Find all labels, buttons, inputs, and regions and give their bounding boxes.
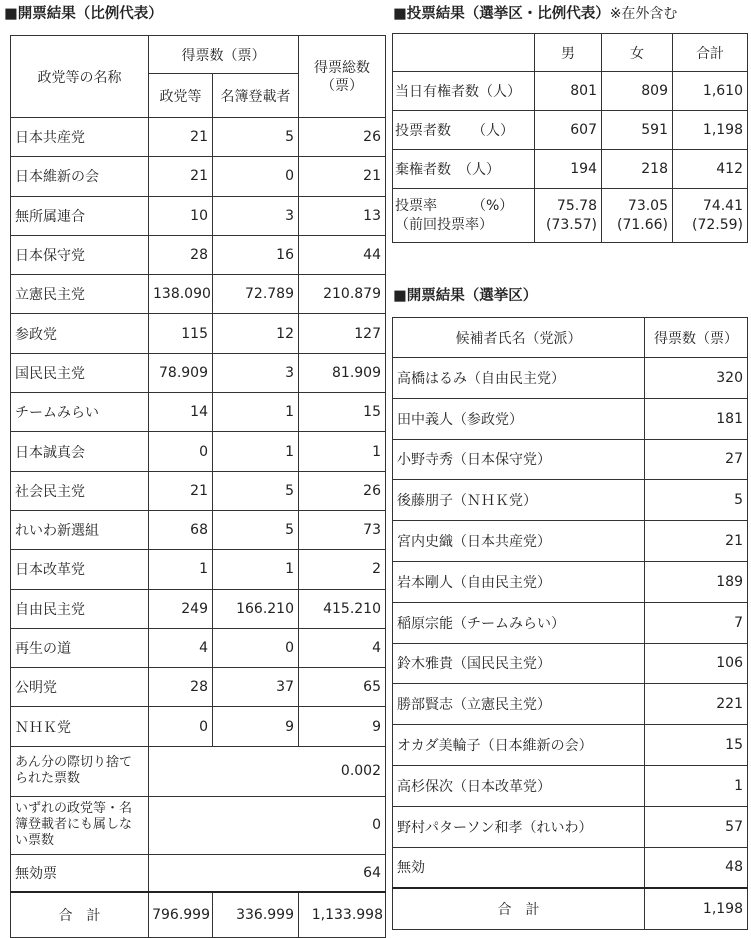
turnout-row-label: 投票者数 （人） <box>393 111 535 150</box>
list-votes: 0 <box>213 628 299 667</box>
list-votes: 1 <box>213 550 299 589</box>
table-row <box>393 521 748 562</box>
table-row <box>393 725 748 766</box>
total-votes: 127 <box>299 314 386 353</box>
party-votes-header: 政党等 <box>149 74 213 118</box>
table-row <box>11 707 386 746</box>
list-votes: 5 <box>213 118 299 157</box>
candidate-name: 稲原宗能（チームみらい） <box>393 602 645 643</box>
table-row <box>393 150 748 189</box>
table-row <box>393 480 748 521</box>
total-votes: 13 <box>299 196 386 235</box>
none-value: 0 <box>149 796 386 854</box>
party-votes: 21 <box>149 157 213 196</box>
total-votes: 2 <box>299 550 386 589</box>
table-row <box>11 668 386 707</box>
list-votes: 3 <box>213 196 299 235</box>
table-row <box>11 157 386 196</box>
turnout-row-label: 棄権者数 （人） <box>393 150 535 189</box>
total-votes: 44 <box>299 235 386 274</box>
total-votes: 4 <box>299 628 386 667</box>
party-name: れいわ新選組 <box>11 510 149 549</box>
total-votes: 21 <box>299 157 386 196</box>
turnout-row-label: 当日有権者数（人） <box>393 72 535 111</box>
party-votes: 21 <box>149 471 213 510</box>
turnout-male: 194 <box>535 150 602 189</box>
candidate-votes: 189 <box>645 561 748 602</box>
party-votes: 115 <box>149 314 213 353</box>
party-name: 国民民主党 <box>11 353 149 392</box>
table-row <box>11 628 386 667</box>
list-votes-header: 名簿登載者 <box>213 74 299 118</box>
table-row <box>11 118 386 157</box>
candidate-votes: 106 <box>645 643 748 684</box>
candidate-votes: 7 <box>645 602 748 643</box>
party-name: 日本維新の会 <box>11 157 149 196</box>
party-name: 参政党 <box>11 314 149 353</box>
invalid-value: 64 <box>149 854 386 892</box>
district-sum-value: 1,198 <box>645 888 748 930</box>
table-row <box>393 72 748 111</box>
table-row <box>11 432 386 471</box>
list-votes: 12 <box>213 314 299 353</box>
party-name: ＮＨＫ党 <box>11 707 149 746</box>
party-votes: 4 <box>149 628 213 667</box>
candidate-votes: 221 <box>645 684 748 725</box>
table-row <box>393 602 748 643</box>
turnout-female: 591 <box>602 111 673 150</box>
male-header: 男 <box>535 34 602 72</box>
list-votes: 1 <box>213 432 299 471</box>
turnout-rate-male: 75.78 (73.57) <box>535 189 602 243</box>
party-name: 再生の道 <box>11 628 149 667</box>
proportional-results-table <box>10 35 386 938</box>
party-votes: 0 <box>149 432 213 471</box>
table-row <box>11 314 386 353</box>
turnout-male: 607 <box>535 111 602 150</box>
candidate-name: 野村パターソン和孝（れいわ） <box>393 806 645 847</box>
female-header: 女 <box>602 34 673 72</box>
sum-label: 合 計 <box>11 892 149 937</box>
total-votes: 65 <box>299 668 386 707</box>
proportional-results-title: ■開票結果（比例代表） <box>4 6 163 22</box>
party-name: 自由民主党 <box>11 589 149 628</box>
table-row <box>393 111 748 150</box>
candidate-name: 無効 <box>393 847 645 888</box>
list-votes: 1 <box>213 393 299 432</box>
party-votes: 28 <box>149 235 213 274</box>
table-row <box>11 471 386 510</box>
list-votes: 166.210 <box>213 589 299 628</box>
party-votes: 28 <box>149 668 213 707</box>
invalid-label: 無効票 <box>11 854 149 892</box>
turnout-corner <box>393 34 535 72</box>
total-votes: 15 <box>299 393 386 432</box>
candidate-votes: 1 <box>645 765 748 806</box>
list-votes: 5 <box>213 471 299 510</box>
candidate-votes: 5 <box>645 480 748 521</box>
table-row <box>393 847 748 888</box>
list-votes: 0 <box>213 157 299 196</box>
table-row <box>393 765 748 806</box>
rounding-value: 0.002 <box>149 746 386 796</box>
candidate-votes: 15 <box>645 725 748 766</box>
candidate-name: 岩本剛人（自由民主党） <box>393 561 645 602</box>
party-name: 無所属連合 <box>11 196 149 235</box>
turnout-total: 412 <box>673 150 748 189</box>
party-votes: 21 <box>149 118 213 157</box>
table-row <box>393 806 748 847</box>
table-row <box>11 275 386 314</box>
list-votes: 16 <box>213 235 299 274</box>
party-votes: 14 <box>149 393 213 432</box>
turnout-female: 809 <box>602 72 673 111</box>
party-name: 日本保守党 <box>11 235 149 274</box>
total-votes: 26 <box>299 118 386 157</box>
turnout-total: 1,198 <box>673 111 748 150</box>
table-row <box>11 589 386 628</box>
turnout-rate-label: 投票率 （%） （前回投票率） <box>393 189 535 243</box>
district-votes-header: 得票数（票） <box>645 318 748 358</box>
party-votes: 0 <box>149 707 213 746</box>
party-name: 立憲民主党 <box>11 275 149 314</box>
candidate-name: 勝部賢志（立憲民主党） <box>393 684 645 725</box>
table-row <box>393 398 748 439</box>
votes-header: 得票数（票） <box>149 36 299 74</box>
list-votes: 3 <box>213 353 299 392</box>
party-name: チームみらい <box>11 393 149 432</box>
party-name: 公明党 <box>11 668 149 707</box>
candidate-votes: 27 <box>645 439 748 480</box>
list-votes: 37 <box>213 668 299 707</box>
party-votes: 10 <box>149 196 213 235</box>
sum-list: 336.999 <box>213 892 299 937</box>
table-row <box>11 235 386 274</box>
district-sum-label: 合 計 <box>393 888 645 930</box>
table-row <box>393 439 748 480</box>
turnout-rate-female: 73.05 (71.66) <box>602 189 673 243</box>
total-votes: 210.879 <box>299 275 386 314</box>
party-votes: 249 <box>149 589 213 628</box>
list-votes: 5 <box>213 510 299 549</box>
list-votes: 9 <box>213 707 299 746</box>
party-name: 社会民主党 <box>11 471 149 510</box>
total-votes: 9 <box>299 707 386 746</box>
candidate-name: 小野寺秀（日本保守党） <box>393 439 645 480</box>
turnout-note: ※在外含む <box>609 6 678 22</box>
sum-total: 1,133.998 <box>299 892 386 937</box>
table-row <box>11 510 386 549</box>
table-row <box>11 196 386 235</box>
table-row <box>393 684 748 725</box>
sum-party: 796.999 <box>149 892 213 937</box>
table-row <box>11 353 386 392</box>
turnout-table <box>392 33 748 243</box>
party-name: 日本誠真会 <box>11 432 149 471</box>
table-row <box>393 561 748 602</box>
party-name: 日本改革党 <box>11 550 149 589</box>
table-row <box>393 358 748 399</box>
candidate-name: 後藤朋子（ＮＨＫ党） <box>393 480 645 521</box>
table-row <box>11 393 386 432</box>
candidate-name: 高橋はるみ（自由民主党） <box>393 358 645 399</box>
turnout-female: 218 <box>602 150 673 189</box>
turnout-male: 801 <box>535 72 602 111</box>
candidate-name: 田中義人（参政党） <box>393 398 645 439</box>
total-votes: 81.909 <box>299 353 386 392</box>
total-votes: 73 <box>299 510 386 549</box>
candidate-name: 高杉保次（日本改革党） <box>393 765 645 806</box>
total-votes-header: 得票総数（票） <box>299 36 386 118</box>
party-votes: 68 <box>149 510 213 549</box>
total-votes: 415.210 <box>299 589 386 628</box>
table-row <box>393 643 748 684</box>
party-name: 日本共産党 <box>11 118 149 157</box>
turnout-rate-total: 74.41 (72.59) <box>673 189 748 243</box>
candidate-header: 候補者氏名（党派） <box>393 318 645 358</box>
candidate-votes: 320 <box>645 358 748 399</box>
turnout-title-wrap <box>393 4 677 24</box>
total-votes: 26 <box>299 471 386 510</box>
party-votes: 138.090 <box>149 275 213 314</box>
candidate-votes: 57 <box>645 806 748 847</box>
party-votes: 1 <box>149 550 213 589</box>
party-name-header: 政党等の名称 <box>11 36 149 118</box>
turnout-total: 1,610 <box>673 72 748 111</box>
none-label: いずれの政党等・名簿登載者にも属しない票数 <box>11 796 149 854</box>
candidate-votes: 21 <box>645 521 748 562</box>
candidate-votes: 181 <box>645 398 748 439</box>
list-votes: 72.789 <box>213 275 299 314</box>
party-votes: 78.909 <box>149 353 213 392</box>
turnout-title: ■投票結果（選挙区・比例代表） <box>393 6 610 22</box>
total-header: 合計 <box>673 34 748 72</box>
district-results-table <box>392 317 748 930</box>
district-results-title: ■開票結果（選挙区） <box>393 288 538 304</box>
total-votes: 1 <box>299 432 386 471</box>
candidate-name: オカダ美輪子（日本維新の会） <box>393 725 645 766</box>
candidate-name: 宮内史織（日本共産党） <box>393 521 645 562</box>
candidate-name: 鈴木雅貴（国民民主党） <box>393 643 645 684</box>
table-row <box>11 550 386 589</box>
candidate-votes: 48 <box>645 847 748 888</box>
rounding-label: あん分の際切り捨てられた票数 <box>11 746 149 796</box>
